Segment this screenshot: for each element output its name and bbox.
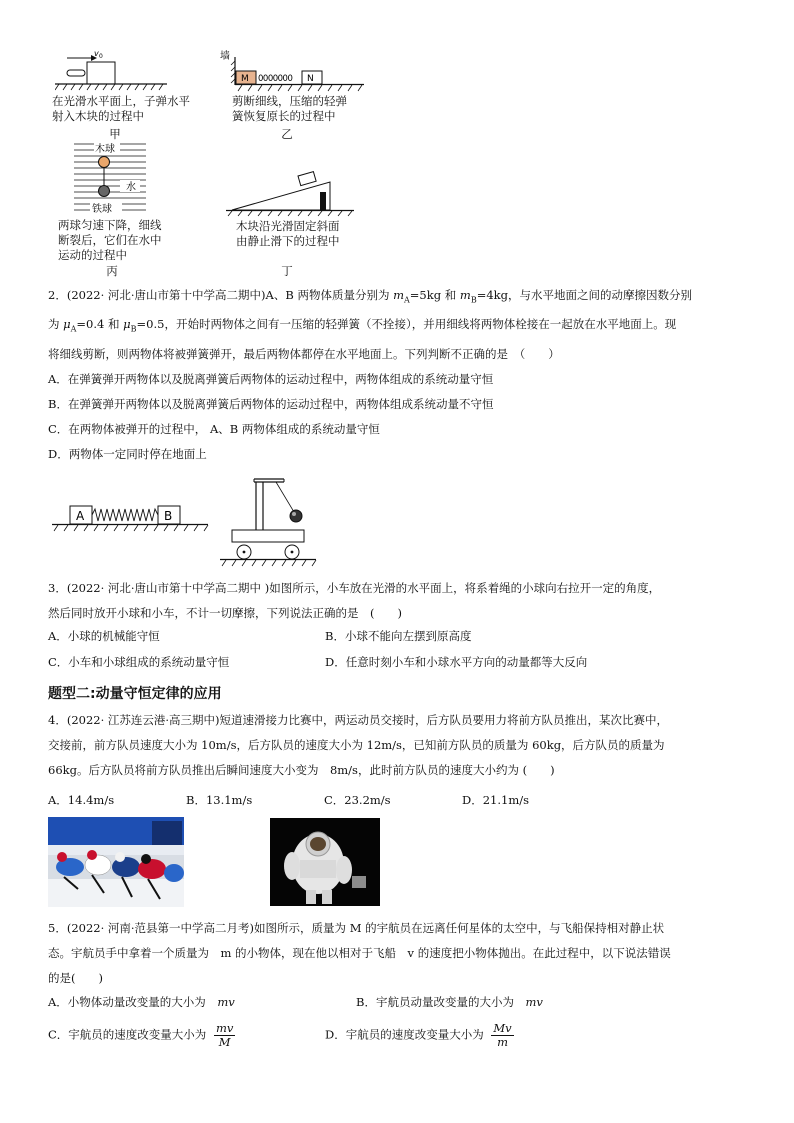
q3-stem: [48, 576, 758, 626]
spring-coils: 0000000: [258, 74, 293, 84]
q5-line1-text: (2022· 河南·范县第一中学高二月考)如图所示，质量为 M 的宇航员在远离任何星体的太空中，与飞船保持相对静止状: [66, 921, 665, 935]
q3-line1-text: (2022· 河北·唐山市第十中学高二期中 )如图所示，小车放在光滑的水平面上，将系着绳的小球向右拉开一定的角度，: [66, 581, 661, 595]
iron-ball-label: 铁球: [92, 204, 112, 215]
figure-ding-caption-line2: 由静止滑下的过程中: [236, 234, 340, 248]
q5-option-d: [325, 1022, 514, 1049]
q2-option-c: C．在两物体被弹开的过程中， A、B 两物体组成的系统动量守恒: [48, 421, 380, 436]
q2-mass-b-subscript: B: [470, 295, 477, 305]
figure-yi-label: 乙: [281, 127, 293, 141]
figure-ding-diagram: [226, 162, 356, 218]
figure-yi-caption-line2: 簧恢复原长的过程中: [232, 109, 336, 123]
figure-yi-caption-line1: 剪断细线，压缩的轻弹: [232, 94, 347, 108]
q4-option-c: C．23.2m/s: [324, 793, 391, 807]
q5-number: 5．: [48, 921, 67, 935]
q3-cart-pendulum-diagram: [218, 472, 318, 570]
water-label: 水: [126, 182, 136, 193]
q2-mu-b-symbol: μ: [123, 317, 131, 332]
q5-option-c-text: C．宇航员的速度改变量大小为: [48, 1027, 207, 1042]
figure-bing-diagram: [70, 140, 150, 218]
figure-jia-caption-line2: 射入木块的过程中: [52, 109, 144, 123]
q2-line1-text: )A、B 两物体质量分别为: [261, 288, 390, 302]
q3-line1: [48, 576, 758, 601]
q4-line1-text: (2022· 江苏连云港·高三期中)短道速滑接力比赛中，两运动员交接时，后方队员要用力将前方队员推出，某次比赛中，: [66, 713, 669, 727]
figure-ding-caption-line1: 木块沿光滑固定斜面: [236, 219, 340, 233]
q4-option-a: A．14.4m/s: [48, 793, 115, 807]
speed-skating-photo: [48, 817, 184, 907]
velocity-label: v: [94, 49, 99, 58]
astronaut-photo: [270, 818, 380, 906]
q5-option-d-text: D．宇航员的速度改变量大小为: [325, 1027, 484, 1042]
q5-option-c-denominator: M: [218, 1035, 231, 1049]
block-a-label: A: [76, 509, 85, 523]
q2-mu-a-subscript: A: [70, 324, 77, 334]
q5-option-b-expr: mv: [525, 995, 543, 1009]
q2-line1: [48, 283, 758, 312]
q2-line2-prefix: 为: [48, 317, 60, 332]
q4-line1: [48, 708, 758, 733]
figure-bing-caption-line1: 两球匀速下降，细线: [58, 218, 162, 232]
block-m-label: M: [241, 74, 249, 84]
q5-option-d-denominator: m: [497, 1035, 508, 1049]
q5-line1: [48, 916, 758, 941]
q5-option-a: [48, 994, 235, 1010]
figure-jia-label: 甲: [109, 127, 121, 141]
q2-line3: 将细线剪断，则两物体将被弹簧弹开，最后两物体都停在水平地面上。下列判断不正确的是 （ ）: [48, 346, 560, 361]
q5-option-a-expr: mv: [217, 995, 235, 1009]
figure-bing-caption-line2: 断裂后，它们在水中: [58, 233, 162, 247]
q3-option-a: A．小球的机械能守恒: [48, 629, 160, 643]
q2-line2: [48, 312, 758, 341]
q4-number: 4．: [48, 713, 67, 727]
section-title: 题型二:动量守恒定律的应用: [48, 686, 222, 702]
q3-option-d: D．任意时刻小车和小球水平方向的动量都等大反向: [325, 655, 588, 669]
q4-stem: [48, 708, 758, 783]
q2-mu-a-symbol: μ: [63, 317, 71, 332]
figure-bing-label: 丙: [106, 264, 118, 278]
q4-option-d: D．21.1m/s: [462, 793, 530, 807]
q5-option-c-fraction: [214, 1022, 235, 1049]
velocity-subscript: 0: [99, 53, 103, 60]
q2-number: 2．: [48, 288, 67, 302]
q5-option-b: [356, 994, 543, 1010]
q5-stem: [48, 916, 758, 991]
block-b-label: B: [164, 509, 173, 523]
wood-ball-label: 木球: [95, 144, 115, 155]
q3-number: 3．: [48, 581, 67, 595]
q4-line3: 66kg。后方队员将前方队员推出后瞬间速度大小变为 8m/s，此时前方队员的速度大小约为 ( ): [48, 763, 555, 777]
q3-option-c: C．小车和小球组成的系统动量守恒: [48, 655, 230, 669]
q2-mass-b-symbol: m: [459, 288, 471, 302]
q5-option-d-fraction: [491, 1022, 513, 1049]
figure-yi-diagram: [218, 45, 368, 95]
q5-option-a-text: A．小物体动量改变量的大小为: [48, 995, 206, 1009]
q2-mu-b-value: =0.5，开始时两物体之间有一压缩的轻弹簧（不拴接），并用细线将两物体栓接在一起放在水平地面上。现: [136, 317, 677, 332]
figure-jia-diagram: [55, 48, 175, 96]
figure-bing-caption-line3: 运动的过程中: [58, 248, 127, 262]
q4-option-b: B．13.1m/s: [186, 793, 253, 807]
q5-line2: 态。宇航员手中拿着一个质量为 m 的小物体，现在他以相对于飞船 v 的速度把小物体抛出。在此过程中，以下说法错误: [48, 946, 671, 960]
q2-option-b: B．在弹簧弹开两物体以及脱离弹簧后两物体的运动过程中，两物体组成系统动量不守恒: [48, 396, 494, 411]
q2-mass-a-subscript: A: [404, 295, 410, 305]
q2-option-a: A．在弹簧弹开两物体以及脱离弹簧后两物体的运动过程中，两物体组成的系统动量守恒: [48, 371, 494, 386]
q3-line2: 然后同时放开小球和小车，不计一切摩擦，下列说法正确的是 ( ): [48, 606, 402, 620]
q5-option-b-text: B．宇航员动量改变量的大小为: [356, 995, 514, 1009]
q5-line3: 的是( ): [48, 971, 103, 985]
q2-mass-a-value: =5kg 和: [409, 288, 457, 302]
q2-option-d: D．两物体一定同时停在地面上: [48, 446, 207, 461]
q2-mass-b-value: =4kg，与水平地面之间的动摩擦因数分别: [476, 288, 692, 302]
block-n-label: N: [307, 74, 314, 84]
q2-spring-blocks-diagram: [50, 500, 210, 540]
q2-mu-a-value: =0.4 和: [76, 317, 120, 332]
figure-jia-caption-line1: 在光滑水平面上，子弹水平: [52, 94, 190, 108]
q2-mu-b-subscript: B: [130, 324, 137, 334]
q5-option-d-numerator: Mv: [493, 1021, 512, 1035]
wall-label: 墙: [220, 51, 230, 62]
q2-source: (2022· 河北·唐山市第十中学高二期中: [66, 288, 262, 302]
q2-stem: [48, 283, 758, 467]
q5-option-c-numerator: mv: [215, 1021, 234, 1035]
q3-option-b: B．小球不能向左摆到原高度: [325, 629, 472, 643]
q5-option-c: [48, 1022, 235, 1049]
q2-mass-a-symbol: m: [393, 288, 405, 302]
q4-line2: 交接前，前方队员速度大小为 10m/s，后方队员的速度大小为 12m/s，已知前方队员的质量为 60kg，后方队员的质量为: [48, 738, 665, 752]
figure-ding-label: 丁: [281, 264, 293, 278]
